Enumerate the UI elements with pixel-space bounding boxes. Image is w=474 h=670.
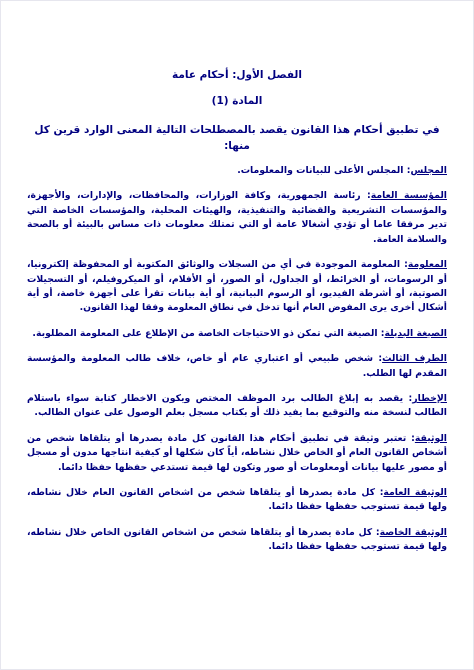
definition-term: الطرف الثالث xyxy=(382,353,447,365)
definition-information xyxy=(27,258,447,316)
definition-third-party xyxy=(27,352,447,381)
article-intro: في تطبيق أحكام هذا القانون يقصد بالمصطلحات التالية المعنى الوارد قرين كل منها: xyxy=(34,123,440,152)
definition-term: المجلس xyxy=(410,165,447,177)
definition-text: : كل مادة يصدرها أو يتلقاها شخص من اشخاص القانون الخاص خلال نشاطه، ولها قيمة تستوجب حفظها حفظا دائما. xyxy=(27,526,447,553)
definition-text: : المجلس الأعلى للبيانات والمعلومات. xyxy=(237,165,411,177)
definition-public-document xyxy=(27,486,447,515)
article-title: المادة (1) xyxy=(211,95,263,108)
definition-term: الصيغة البديلة xyxy=(384,327,447,339)
definition-text: : شخص طبيعي أو اعتباري عام أو خاص، خلاف طالب المعلومة والمؤسسة المقدم لها الطلب. xyxy=(27,353,447,379)
definition-text: : الصيغة التي تمكن ذو الاحتياجات الخاصة من الإطلاع على المعلومة المطلوبة. xyxy=(32,327,385,339)
definition-alternative-format xyxy=(27,327,447,341)
definition-term: الوثيقة xyxy=(414,432,447,444)
definition-term: المؤسسة العامة xyxy=(370,190,447,202)
definition-document xyxy=(27,432,447,475)
document-body xyxy=(27,27,447,659)
definition-text: : تعتبر وثيقة في تطبيق أحكام هذا القانون كل مادة يصدرها أو يتلقاها شخص من أشخاص القانون العام أو الخاص خلال نشاطه، أياً كان شكلها أو كيفية انتاجها مدون أو مسجل أو مصور عليها بيانات أومعلومات أو صور وتكون لها قيمة تستدعي حفظها حفظا دائما. xyxy=(27,432,447,473)
definition-term: الإخطار xyxy=(412,392,447,404)
definition-public-institution xyxy=(27,189,447,247)
definition-text: : يقصد به إبلاغ الطالب برد الموظف المختص ويكون الاخطار كتابة سواء باستلام الطالب لنسخة منه والتوقيع بما يفيد ذلك أو بكتاب مسجل بعلم الوصول على عنوان الطالب. xyxy=(27,392,447,419)
definition-term: الوثيقة الخاصة xyxy=(379,526,447,538)
chapter-title: الفصل الأول: أحكام عامة xyxy=(172,69,302,81)
definition-private-document xyxy=(27,526,447,555)
definition-term: المعلومة xyxy=(407,259,447,271)
definition-term: الوثيقة العامة xyxy=(383,486,447,498)
definition-notification xyxy=(27,392,447,421)
definition-text: : رئاسة الجمهورية، وكافة الوزارات، والمحافظات، والإدارات، والأجهزة، والمؤسسات التشريعية والقضائية والتنفيذية، والهيئات المحلية، والمؤسسات الخاصة التي تدير مرفقا عاما أو تؤدي أشغالا عامة أو التي تمتلك معلومات ذات مساس بالبيئة أو بالصحة والسلامة العامة. xyxy=(27,190,447,245)
definition-text: : المعلومة الموجودة في أي من السجلات والوثائق المكتوبة أو المحفوظة إلكترونيا، أو الرسومات، أو الخرائط، أو الجداول، أو الصور، أو الأفلام، أو الميكروفيلم، أو التسجيلات الصوتية، أو أشرطة الفيديو، أو الرسوم البيانية، أو أية بيانات تقرأ على أجهزة خاصة، أو أية أشكال أخرى يرى المفوض العام أنها تدخل في نطاق المعلومة وفقا لهذا القانون. xyxy=(27,259,447,314)
definition-text: : كل مادة يصدرها أو يتلقاها شخص من اشخاص القانون العام خلال نشاطه، ولها قيمة تستوجب حفظها حفظا دائما. xyxy=(27,486,447,513)
definition-council xyxy=(27,164,447,178)
